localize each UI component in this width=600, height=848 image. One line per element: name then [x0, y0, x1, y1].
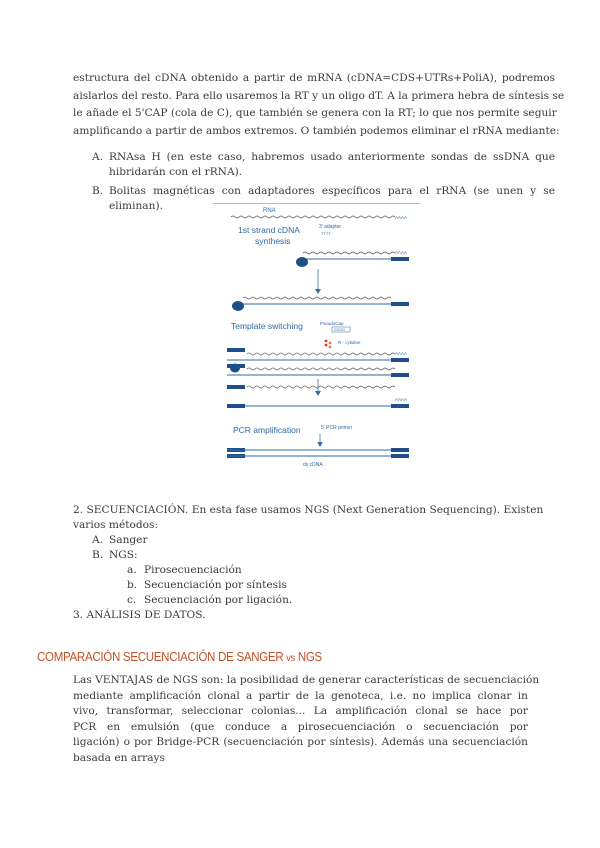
adapter-box	[391, 302, 409, 306]
comparison-heading: COMPARACIÓN SECUENCIACIÓN DE SANGER vs NGS	[37, 650, 322, 664]
arrow-head	[315, 391, 321, 396]
list-marker: B.	[92, 549, 104, 561]
list-marker: B.	[92, 185, 104, 197]
adapter-box	[227, 385, 245, 389]
adapter-box	[227, 348, 245, 352]
section2-title-line2: varios métodos:	[73, 519, 159, 531]
text-line: Las VENTAJAS de NGS son: la posibilidad de generar características de secuenciación	[73, 674, 540, 686]
text-line: basada en arrays	[73, 751, 165, 764]
text-line: mediante amplificación clonal a partir de la genoteca, i.e. no implica clonar in	[73, 689, 528, 702]
pseudocap-label: PseudoCap	[320, 321, 344, 326]
ngs-method: Secuenciación por síntesis	[144, 579, 287, 591]
cdna-synthesis-figure	[213, 203, 423, 473]
text-line: PCR en emulsión (que conduce a pirosecuenciación o secuenciación por	[73, 720, 528, 733]
list-marker: c.	[127, 594, 137, 606]
comparison-paragraph	[73, 673, 540, 766]
rna-strand	[303, 252, 395, 254]
rna-strand	[247, 368, 395, 370]
pcr-primer-label: 5' PCR primer	[321, 425, 353, 431]
list-item-text: Bolitas magnéticas con adaptadores específicos para el rRNA (se unen y se	[109, 185, 555, 197]
rt-enzyme-bead	[296, 257, 308, 267]
rna-label: RNA	[263, 208, 276, 214]
list-item-text: RNAsa H (en este caso, habremos usado anteriormente sondas de ssDNA que	[109, 151, 555, 163]
list-marker: A.	[92, 151, 104, 163]
adapter-box	[227, 404, 245, 408]
method-sanger: Sanger	[109, 534, 148, 546]
text-line: vivo, transformar, seleccionar colonias... La amplificación clonal se hace por	[73, 705, 528, 717]
cytidine-dot	[325, 344, 328, 347]
list-item-text: eliminan).	[109, 200, 163, 212]
section2-title: 2. SECUENCIACIÓN. En esta fase usamos NGS (Next Generation Sequencing). Existen	[73, 504, 544, 516]
first-strand-label: 1st strand cDNA	[238, 225, 300, 235]
method-ngs: NGS:	[109, 549, 138, 561]
adapter-box	[391, 448, 409, 452]
aaaa-label: AAAA	[395, 397, 408, 402]
text-line: aislarlos del resto. Para ello usaremos la RT y un oligo dT. A la primera hebra de síntesis se	[73, 89, 565, 102]
rna-strand	[243, 297, 391, 299]
adapter-box	[391, 454, 409, 458]
synthesis-label: synthesis	[255, 236, 291, 246]
section3-title: 3. ANÁLISIS DE DATOS.	[73, 609, 206, 621]
adapter-box	[391, 373, 409, 377]
list-marker: A.	[92, 534, 104, 546]
cytidine-dot	[325, 340, 328, 343]
ngs-method: Secuenciación por ligación.	[144, 594, 293, 606]
template-switching-label: Template switching	[231, 321, 303, 331]
text-line: estructura del cDNA obtenido a partir de mRNA (cDNA=CDS+UTRs+PoliA), podremos	[73, 72, 555, 84]
tttt-label: TTTT	[321, 231, 331, 236]
ngs-method: Pirosecuenciación	[144, 564, 242, 576]
adapter-box	[391, 404, 409, 408]
gggg-box-label: GGGG	[334, 328, 345, 332]
adapter-box	[391, 257, 409, 261]
rt-enzyme-bead	[230, 364, 240, 373]
arrow-head	[315, 289, 321, 294]
list-item-text: hibridarán con el rRNA).	[109, 166, 243, 178]
text-line: amplificando a partir de ambos extremos. O también podemos eliminar el rRNA mediante:	[73, 124, 560, 137]
rt-enzyme-bead	[232, 301, 244, 311]
rna-strand	[247, 353, 395, 355]
aaaa-label: AAAA	[395, 215, 408, 220]
pcr-amplification-label: PCR amplification	[233, 425, 301, 435]
cytidine-dot	[329, 346, 332, 349]
text-line: le añade el 5'CAP (cola de C), que también se genera con la RT; lo que nos permite seguir	[73, 107, 557, 119]
text-line: ligación) o por Bridge-PCR (secuenciación por síntesis). Además una secuenciación	[73, 736, 528, 748]
adapter-label: 3' adapter	[319, 224, 342, 230]
rna-strand	[231, 216, 395, 218]
arrow-head	[317, 442, 323, 447]
adapter-box	[391, 358, 409, 362]
cytidine-dot	[329, 342, 332, 345]
rna-strand	[247, 386, 395, 388]
ds-cdna-label: ds cDNA	[303, 462, 323, 468]
r-cytidine-label: R - cytidine	[338, 340, 361, 345]
list-marker: a.	[127, 564, 137, 576]
aaaa-label: AAAA	[395, 351, 408, 356]
aaaa-label: AAAA	[395, 250, 408, 255]
list-marker: b.	[127, 579, 138, 591]
intro-paragraph	[73, 70, 565, 140]
